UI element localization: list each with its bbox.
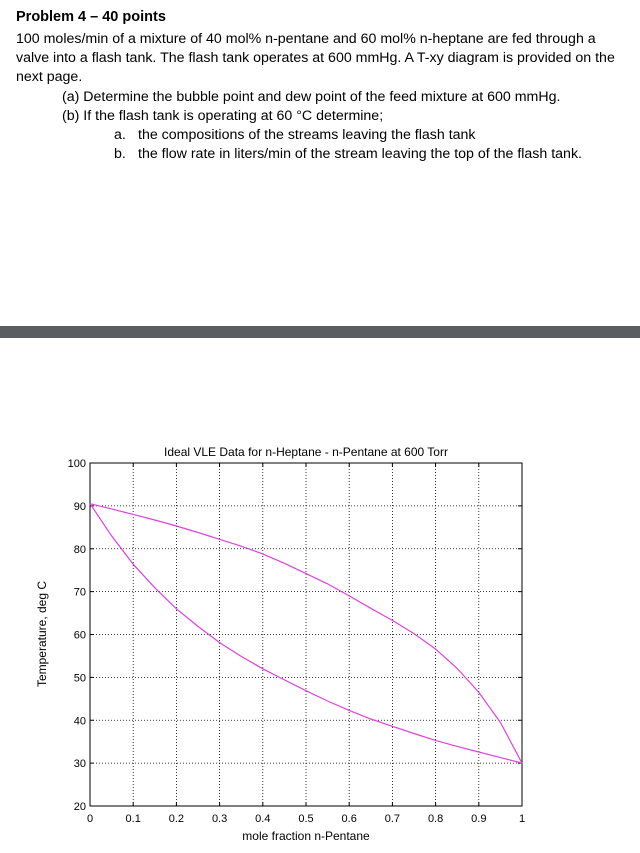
subpart-a-marker: a. <box>114 127 126 143</box>
y-tick-label: 70 <box>73 586 86 599</box>
subpart-a <box>114 126 476 145</box>
part-a-text: Determine the bubble point and dew point of the feed mixture at 600 mmHg. <box>83 89 561 105</box>
txy-chart-container <box>0 338 640 848</box>
y-tick-label: 90 <box>73 500 86 513</box>
y-tick-label: 50 <box>73 672 86 685</box>
axis-ticks <box>68 458 525 825</box>
part-b-marker: (b) <box>62 108 80 124</box>
x-tick-label: 0.3 <box>211 813 228 825</box>
x-tick-label: 0.5 <box>298 813 314 825</box>
y-tick-label: 40 <box>73 715 86 728</box>
x-tick-label: 0.1 <box>125 813 141 825</box>
page-divider <box>0 326 640 338</box>
part-a <box>62 88 560 107</box>
problem-title: Problem 4 – 40 points <box>16 9 166 25</box>
y-tick-label: 80 <box>73 543 86 556</box>
x-tick-label: 0.7 <box>384 813 401 825</box>
y-tick-label: 30 <box>73 758 86 771</box>
x-tick-label: 0.2 <box>168 813 185 825</box>
part-a-marker: (a) <box>62 89 80 105</box>
x-tick-label: 0.8 <box>427 813 444 825</box>
problem-intro: 100 moles/min of a mixture of 40 mol% n-pentane and 60 mol% n-heptane are fed through a valve into a flash tank. The flash tank operates at 600 mmHg. A T-xy diagram is provided on the next page. <box>16 31 615 85</box>
x-tick-label: 0.9 <box>471 813 487 825</box>
subpart-b-text: the flow rate in liters/min of the stream leaving the top of the flash tank. <box>138 146 582 162</box>
chart-title: Ideal VLE Data for n-Heptane - n-Pentane at 600 Torr <box>164 445 448 459</box>
y-axis-label: Temperature, deg C <box>35 580 49 688</box>
x-axis-label: mole fraction n-Pentane <box>242 829 370 843</box>
x-tick-label: 0 <box>86 813 94 825</box>
part-b <box>62 107 383 126</box>
y-tick-label: 100 <box>67 458 86 470</box>
subpart-b-marker: b. <box>114 146 126 162</box>
x-tick-label: 1 <box>518 813 526 825</box>
subpart-b <box>114 145 582 164</box>
grid-lines <box>90 463 522 806</box>
x-tick-label: 0.6 <box>341 813 357 825</box>
problem-page <box>0 0 640 326</box>
subpart-a-text: the compositions of the streams leaving the flash tank <box>138 127 476 143</box>
y-tick-label: 60 <box>73 629 86 642</box>
y-tick-label: 20 <box>73 801 86 813</box>
x-tick-label: 0.4 <box>255 813 271 825</box>
part-b-text: If the flash tank is operating at 60 °C determine; <box>83 108 384 124</box>
txy-diagram <box>0 338 640 848</box>
